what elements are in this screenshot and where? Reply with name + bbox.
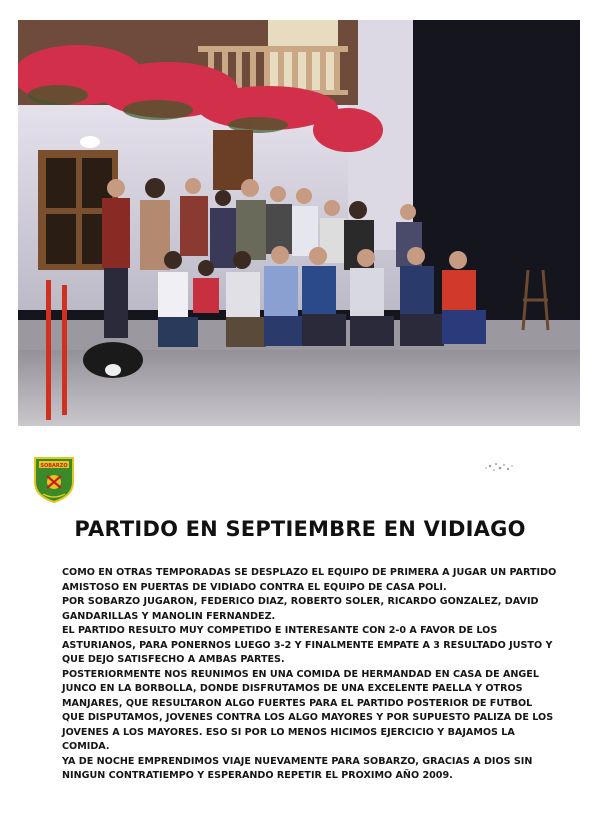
club-crest (33, 454, 75, 504)
article-line: GANDARILLAS Y MANOLIN FERNANDEZ. (62, 610, 276, 622)
article-line: COMIDA. (62, 741, 110, 752)
article-line: MANJARES, QUE RESULTARON ALGO FUERTES PARA EL PARTIDO POSTERIOR DE FUTBOL (62, 697, 533, 709)
article-line: EL PARTIDO RESULTO MUY COMPETIDO E INTERESANTE CON 2-0 A FAVOR DE LOS (62, 625, 498, 636)
article-title: PARTIDO EN SEPTIEMBRE EN VIDIAGO (74, 517, 526, 541)
article-line: QUE DISPUTAMOS, JOVENES CONTRA LOS ALGO MAYORES Y POR SUPUESTO PALIZA DE LOS (62, 712, 554, 723)
article-line: QUE DEJO SATISFECHO A AMBAS PARTES. (62, 654, 285, 665)
article-line: JUNCO EN LA BORBOLLA, DONDE DISFRUTAMOS DE UNA EXCELENTE PAELLA Y OTROS (62, 683, 523, 694)
article-line: JOVENES A LOS MAYORES. ESO SI POR LO MENOS HICIMOS EJERCICIO Y BAJAMOS LA (62, 726, 515, 738)
svg-text:SOBARZO: SOBARZO (40, 463, 68, 469)
article-line: COMO EN OTRAS TEMPORADAS SE DESPLAZO EL EQUIPO DE PRIMERA A JUGAR UN PARTIDO (62, 567, 557, 578)
group-photo-icon (18, 20, 580, 426)
article-line: AMISTOSO EN PUERTAS DE VIDIADO CONTRA EL EQUIPO DE CASA POLI. (62, 581, 447, 593)
article-line: POR SOBARZO JUGARON, FEDERICO DIAZ, ROBERTO SOLER, RICARDO GONZALEZ, DAVID (62, 596, 539, 607)
article-line: POSTERIORMENTE NOS REUNIMOS EN UNA COMIDA DE HERMANDAD EN CASA DE ANGEL (62, 668, 539, 680)
scan-specks (470, 456, 530, 486)
article-body (62, 566, 557, 784)
article-line: YA DE NOCHE EMPRENDIMOS VIAJE NUEVAMENTE PARA SOBARZO, GRACIAS A DIOS SIN (62, 755, 533, 767)
club-crest-icon (33, 454, 75, 504)
group-photo (18, 20, 580, 426)
article-line: NINGUN CONTRATIEMPO Y ESPERANDO REPETIR EL PROXIMO AÑO 2009. (62, 770, 453, 781)
article-line: ASTURIANOS, PARA PONERNOS LUEGO 3-2 Y FINALMENTE EMPATE A 3 RESULTADO JUSTO Y (62, 639, 553, 651)
